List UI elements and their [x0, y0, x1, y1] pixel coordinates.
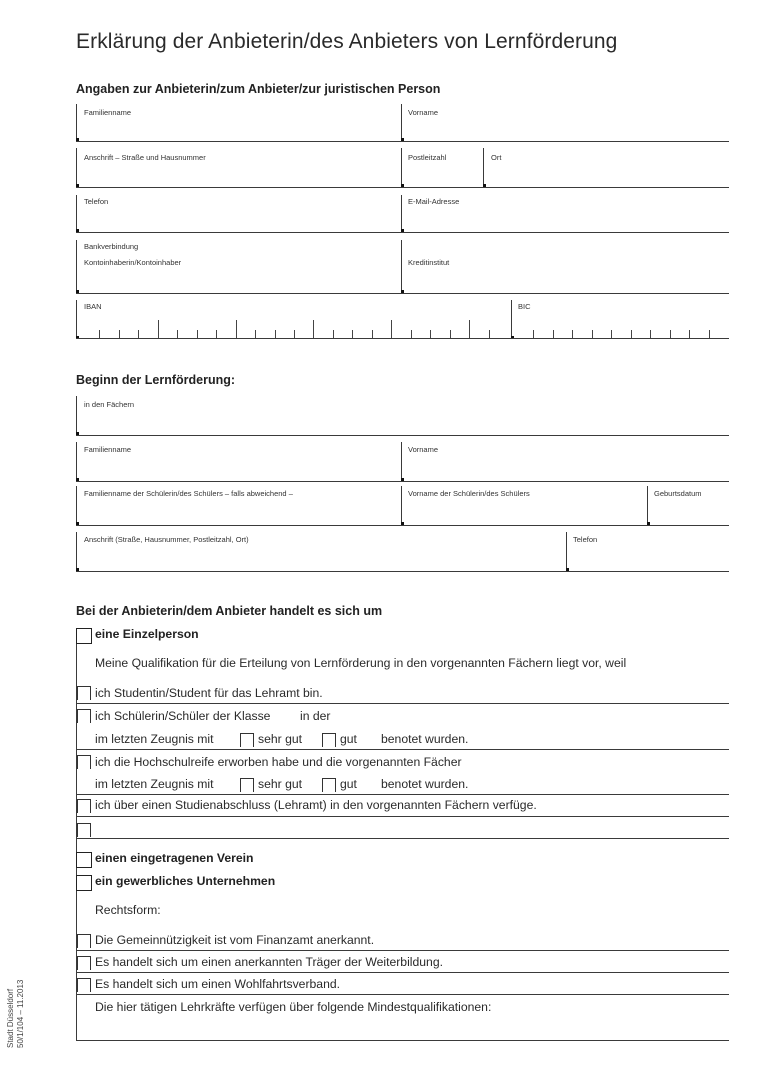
field-divider [401, 195, 402, 231]
character-box-tick [197, 330, 198, 338]
section-heading-provider-type: Bei der Anbieterin/dem Anbieter handelt es sich um [76, 604, 383, 618]
field-underline [76, 435, 729, 436]
legal-form-field[interactable] [170, 900, 725, 918]
field-divider [401, 486, 402, 524]
last-report-label-2: im letzten Zeugnis mit [95, 777, 214, 791]
form-number-text: 50/1/104 – 11.2013 [16, 979, 25, 1048]
good-label-1: gut [340, 732, 357, 746]
field-divider [76, 300, 77, 338]
good-label-2: gut [340, 777, 357, 791]
very-good-checkbox-1[interactable] [240, 733, 254, 747]
teacher-student-label: ich Studentin/Student für das Lehramt bin. [95, 686, 323, 700]
row-divider [76, 794, 729, 795]
character-box-tick [650, 330, 651, 338]
bank-name-field[interactable] [404, 268, 724, 290]
student-parent-firstname-label: Vorname [408, 445, 439, 454]
qualification-intro: Meine Qualifikation für die Erteilung von Lernförderung in den vorgenannten Fächern liegt vor, weil [95, 656, 627, 670]
university-entrance-checkbox[interactable] [77, 755, 91, 769]
character-box-tick [670, 330, 671, 338]
character-box-tick [709, 330, 710, 338]
issuer-text: Stadt Düsseldorf [6, 988, 15, 1048]
field-divider [76, 104, 77, 140]
birthdate-field[interactable] [650, 502, 726, 524]
pupil-firstname-label: Vorname der Schülerin/des Schülers [408, 489, 530, 498]
welfare-association-label: Es handelt sich um einen Wohlfahrtsverband. [95, 977, 341, 991]
teacher-student-checkbox[interactable] [77, 686, 91, 700]
good-checkbox-2[interactable] [322, 778, 336, 792]
field-divider [76, 148, 77, 186]
character-box-tick [372, 330, 373, 338]
pupil-lastname-field[interactable] [80, 502, 396, 524]
education-provider-checkbox[interactable] [77, 956, 91, 970]
field-divider [566, 532, 567, 570]
graded-label-2: benotet wurden. [381, 777, 469, 791]
subjects-label: in den Fächern [84, 400, 135, 409]
pupil-lastname-label: Familienname der Schülerin/des Schülers – falls abweichend – [84, 489, 293, 498]
character-box-tick [275, 330, 276, 338]
pupil-class-label: ich Schülerin/Schüler der Klasse [95, 709, 271, 723]
field-underline [76, 481, 729, 482]
other-qualification-field[interactable] [95, 820, 725, 838]
character-box-tick [533, 330, 534, 338]
character-box-tick [592, 330, 593, 338]
charitable-checkbox[interactable] [77, 934, 91, 948]
field-divider [76, 442, 77, 480]
character-box-tick [216, 330, 217, 338]
pupil-firstname-field[interactable] [404, 502, 644, 524]
character-box-tick [138, 330, 139, 338]
field-divider [76, 486, 77, 524]
provider-phone-label: Telefon [84, 197, 109, 206]
provider-firstname-field[interactable] [404, 118, 724, 140]
provider-firstname-label: Vorname [408, 108, 439, 117]
character-box-tick [631, 330, 632, 338]
section-heading-start: Beginn der Lernförderung: [76, 373, 236, 387]
provider-address-label: Anschrift – Straße und Hausnummer [84, 153, 206, 162]
character-box-tick [572, 330, 573, 338]
other-qualification-checkbox[interactable] [77, 823, 91, 837]
pupil-class-checkbox[interactable] [77, 709, 91, 723]
row-divider [76, 950, 729, 951]
commercial-company-label: ein gewerbliches Unternehmen [95, 874, 276, 888]
very-good-label-2: sehr gut [258, 777, 303, 791]
section2-firstname-field[interactable] [404, 458, 724, 480]
account-holder-field[interactable] [80, 268, 396, 290]
field-divider [76, 532, 77, 570]
university-entrance-label: ich die Hochschulreife erworben habe und die vorgenannten Fächer [95, 755, 462, 769]
character-box-tick [553, 330, 554, 338]
character-box-tick [313, 320, 314, 338]
very-good-checkbox-2[interactable] [240, 778, 254, 792]
row-divider [76, 749, 729, 750]
provider-city-field[interactable] [487, 164, 727, 186]
good-checkbox-1[interactable] [322, 733, 336, 747]
row-divider [76, 972, 729, 973]
last-report-label-1: im letzten Zeugnis mit [95, 732, 214, 746]
single-person-label: eine Einzelperson [95, 627, 199, 641]
field-divider [76, 195, 77, 231]
field-divider [401, 148, 402, 186]
charitable-label: Die Gemeinnützigkeit ist vom Finanzamt anerkannt. [95, 933, 375, 947]
degree-label: ich über einen Studienabschluss (Lehramt) in den vorgenannten Fächern verfüge. [95, 798, 537, 812]
welfare-association-checkbox[interactable] [77, 978, 91, 992]
registered-association-label: einen eingetragenen Verein [95, 851, 254, 865]
in-der-label: in der [300, 709, 331, 723]
student-parent-lastname-label: Familienname [84, 445, 132, 454]
section-heading-provider: Angaben zur Anbieterin/zum Anbieter/zur juristischen Person [76, 82, 441, 96]
provider-email-label: E-Mail-Adresse [408, 197, 460, 206]
education-provider-label: Es handelt sich um einen anerkannten Träger der Weiterbildung. [95, 955, 444, 969]
degree-checkbox[interactable] [77, 799, 91, 813]
form-bottom-line [76, 1040, 729, 1041]
bic-label: BIC [518, 302, 531, 311]
field-divider [647, 486, 648, 524]
provider-city-label: Ort [491, 153, 502, 162]
field-underline [76, 187, 729, 188]
section2-lastname-field[interactable] [80, 458, 396, 480]
provider-phone-field[interactable] [80, 208, 396, 230]
character-box-tick [294, 330, 295, 338]
graded-label-1: benotet wurden. [381, 732, 469, 746]
single-person-checkbox[interactable] [76, 628, 92, 644]
iban-label: IBAN [84, 302, 102, 311]
field-divider [401, 442, 402, 480]
character-box-tick [430, 330, 431, 338]
character-box-tick [611, 330, 612, 338]
very-good-label-1: sehr gut [258, 732, 303, 746]
birthdate-label: Geburtsdatum [654, 489, 702, 498]
bank-details-label: Bankverbindung [84, 242, 139, 251]
page-title: Erklärung der Anbieterin/des Anbieters von Lernförderung [76, 30, 618, 53]
provider-lastname-field[interactable] [80, 118, 396, 140]
field-underline [76, 571, 729, 572]
provider-email-field[interactable] [404, 208, 724, 230]
character-box-tick [689, 330, 690, 338]
form-number-sidebar [6, 980, 26, 1048]
provider-zip-label: Postleitzahl [408, 153, 447, 162]
commercial-company-checkbox[interactable] [76, 875, 92, 891]
character-box-tick [333, 330, 334, 338]
pupil-address-label: Anschrift (Straße, Hausnummer, Postleitzahl, Ort) [84, 535, 249, 544]
row-divider [76, 838, 729, 839]
character-box-tick [119, 330, 120, 338]
row-divider [76, 703, 729, 704]
field-divider [401, 104, 402, 140]
character-box-tick [99, 330, 100, 338]
pupil-address-field[interactable] [80, 548, 562, 570]
field-underline [76, 293, 729, 294]
account-holder-label: Kontoinhaberin/Kontoinhaber [84, 258, 182, 267]
field-divider [76, 240, 77, 292]
pupil-phone-label: Telefon [573, 535, 598, 544]
registered-association-checkbox[interactable] [76, 852, 92, 868]
character-box-tick [411, 330, 412, 338]
field-divider [401, 240, 402, 292]
character-box-tick [236, 320, 237, 338]
character-box-tick [177, 330, 178, 338]
character-box-tick [352, 330, 353, 338]
character-box-tick [450, 330, 451, 338]
provider-lastname-label: Familienname [84, 108, 132, 117]
row-divider [76, 994, 729, 995]
provider-address-field[interactable] [80, 164, 396, 186]
field-divider [76, 396, 77, 434]
row-divider [76, 816, 729, 817]
character-box-tick [255, 330, 256, 338]
field-underline [76, 525, 729, 526]
character-box-tick [158, 320, 159, 338]
pupil-phone-field[interactable] [570, 548, 726, 570]
bank-name-label: Kreditinstitut [408, 258, 450, 267]
character-box-tick [489, 330, 490, 338]
character-box-tick [391, 320, 392, 338]
field-underline [76, 338, 729, 339]
legal-form-label: Rechtsform: [95, 903, 161, 917]
teacher-qualifications-label: Die hier tätigen Lehrkräfte verfügen über folgende Mindestqualifikationen: [95, 1000, 492, 1014]
character-box-tick [469, 320, 470, 338]
field-divider [511, 300, 512, 338]
field-divider [483, 148, 484, 186]
teacher-qualifications-field[interactable] [95, 1016, 725, 1038]
provider-zip-field[interactable] [404, 164, 480, 186]
subjects-field[interactable] [80, 412, 726, 434]
field-underline [76, 232, 729, 233]
field-underline [76, 141, 729, 142]
